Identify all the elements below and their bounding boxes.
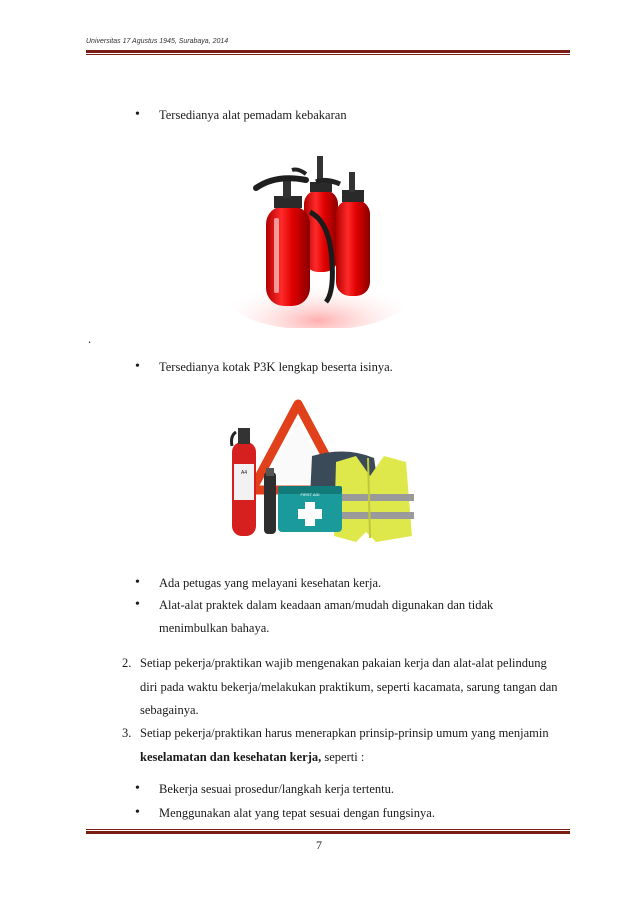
bullet-text: Menggunakan alat yang tepat sesuai dengan fungsinya. (159, 806, 435, 820)
item-line-emphasis (140, 746, 590, 770)
bullet-dot: • (135, 575, 140, 590)
item-line: sebagainya. (140, 703, 199, 717)
item-line: Setiap pekerja/praktikan wajib mengenakan pakaian kerja dan alat-alat pelindung (140, 656, 547, 670)
item-number: 3. (122, 726, 132, 740)
bullet-dot: • (135, 359, 140, 374)
bullet-dot: • (135, 781, 140, 796)
fire-extinguisher-image (226, 148, 408, 328)
page-number: 7 (316, 838, 322, 852)
extinguisher-label: A4 (240, 470, 248, 476)
item-number: 2. (122, 656, 132, 670)
bullet-text: Alat-alat praktek dalam keadaan aman/mudah digunakan dan tidak (159, 598, 494, 612)
bold-phrase: keselamatan dan kesehatan kerja, (140, 749, 322, 764)
header-rule (86, 50, 570, 55)
bullet-text: Tersedianya alat pemadam kebakaran (159, 108, 347, 122)
document-header: Universitas 17 Agustus 1945, Surabaya, 2014 (86, 38, 229, 45)
item-line: Setiap pekerja/praktikan harus menerapkan prinsip-prinsip umum yang menjamin (140, 726, 549, 740)
bullet-dot: • (135, 107, 140, 122)
item-line: diri pada waktu bekerja/melakukan praktikum, seperti kacamata, sarung tangan dan (140, 679, 558, 694)
bullet-text: Ada petugas yang melayani kesehatan kerja. (159, 576, 382, 590)
bullet-dot: • (135, 597, 140, 612)
bullet-dot: • (135, 805, 140, 820)
bullet-text: Bekerja sesuai prosedur/langkah kerja tertentu. (159, 782, 394, 796)
kit-label: FIRST AID (300, 492, 320, 497)
item-line-suffix: seperti : (321, 749, 365, 764)
first-aid-kit-image (226, 398, 422, 550)
stray-dot: . (88, 332, 92, 346)
bullet-text: Tersedianya kotak P3K lengkap beserta isinya. (159, 360, 393, 374)
bullet-text-continuation: menimbulkan bahaya. (159, 621, 270, 635)
footer-rule (86, 828, 570, 834)
